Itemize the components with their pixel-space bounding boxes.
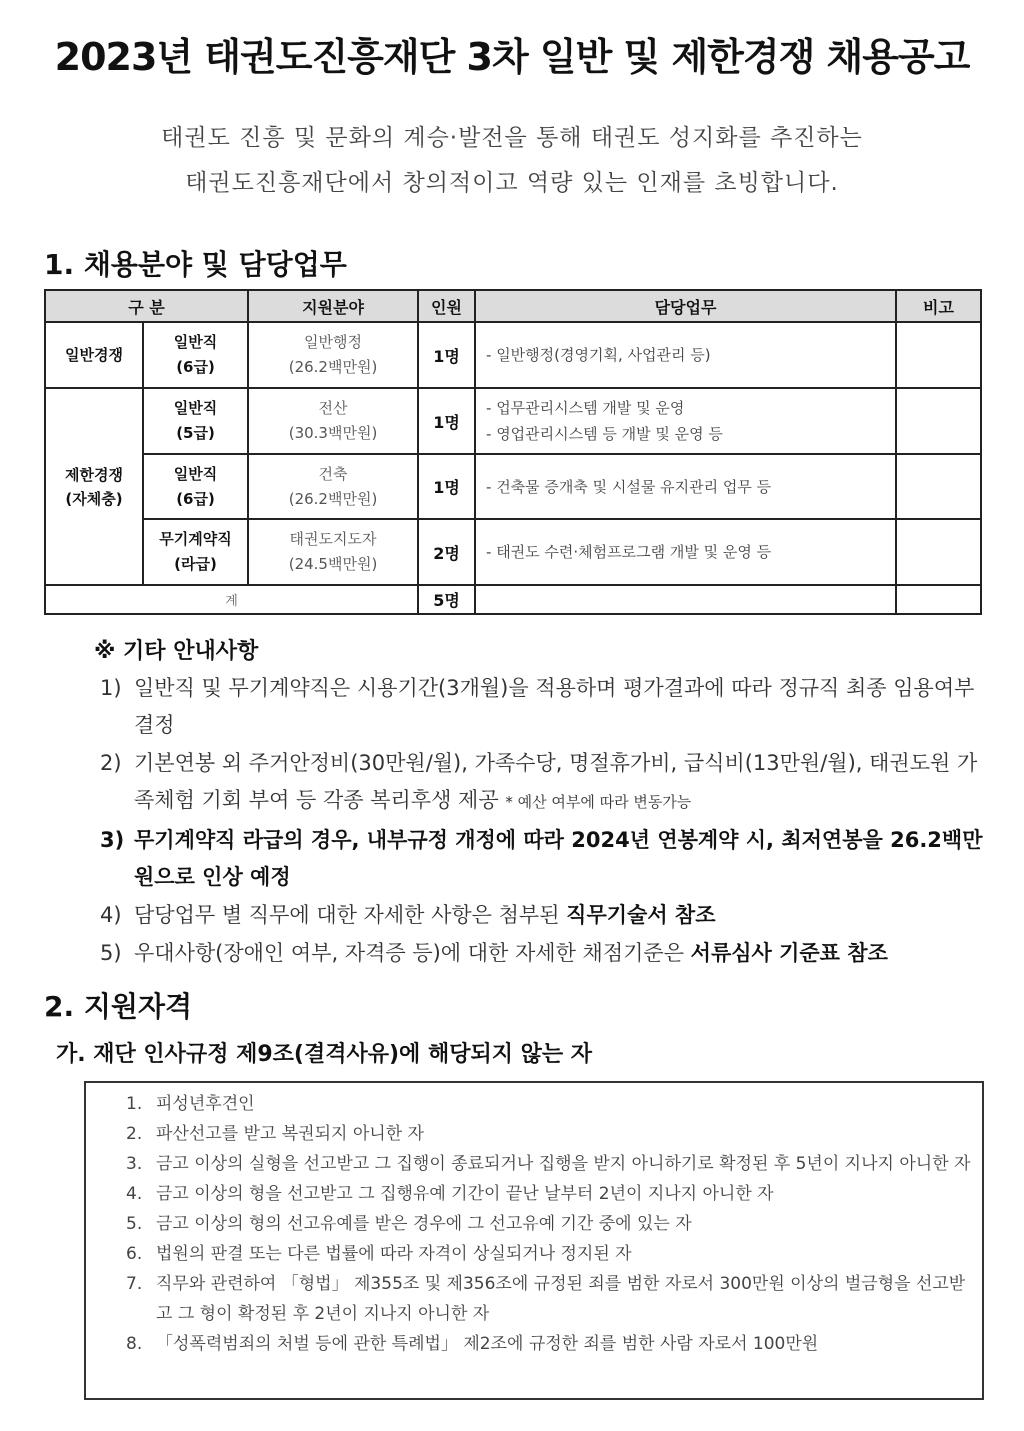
header-note: 비고 (896, 290, 981, 322)
list-item (100, 670, 984, 744)
note-text: 우대사항(장애인 여부, 자격증 등)에 대한 자세한 채점기준은 (134, 941, 691, 965)
item-text: 파산선고를 받고 복권되지 아니한 자 (156, 1124, 424, 1144)
page-title: 2023년 태권도진흥재단 3차 일반 및 제한경쟁 채용공고 (54, 35, 970, 79)
field-cell: 건축 (26.2백만원) (248, 454, 418, 519)
note-number: 2) (100, 751, 122, 775)
intro-line-1: 태권도 진흥 및 문화의 계승·발전을 통해 태권도 성지화를 추진하는 (161, 125, 863, 151)
duty-cell: - 태권도 수련·체험프로그램 개발 및 운영 등 (475, 519, 896, 585)
header-count: 인원 (418, 290, 475, 322)
note-number: 4) (100, 903, 122, 927)
list-item (100, 822, 984, 896)
table-header-row (45, 290, 981, 322)
group-restricted: 제한경쟁 (자체충) (45, 388, 143, 585)
item-text: 금고 이상의 실형을 선고받고 그 집행이 종료되거나 집행을 받지 아니하기로 확정된 후 5년이 지나지 아니한 자 (156, 1154, 971, 1174)
item-text: 법원의 판결 또는 다른 법률에 따라 자격이 상실되거나 정지된 자 (156, 1244, 632, 1264)
intro-text (0, 116, 1024, 206)
header-division: 구 분 (45, 290, 248, 322)
subsection-heading: 가. 재단 인사규정 제9조(결격사유)에 해당되지 않는 자 (56, 1042, 593, 1067)
list-item (100, 935, 984, 972)
disqualification-box (84, 1081, 984, 1400)
list-item (126, 1149, 972, 1179)
item-number: 7. (126, 1274, 143, 1294)
list-item (126, 1089, 972, 1119)
item-text: 금고 이상의 형의 선고유예를 받은 경우에 그 선고유예 기간 중에 있는 자 (156, 1214, 692, 1234)
intro-line-2: 태권도진흥재단에서 창의적이고 역량 있는 인재를 초빙합니다. (185, 170, 839, 196)
note-bold-text: 서류심사 기준표 참조 (690, 941, 888, 965)
header-duty: 담당업무 (475, 290, 896, 322)
total-count: 5명 (418, 585, 475, 614)
note-text: 기본연봉 외 주거안정비(30만원/월), 가족수당, 명절휴가비, 급식비(13만원/월), 태권도원 가족체험 기회 부여 등 각종 복리후생 제공 (134, 751, 978, 812)
field-cell: 태권도지도자 (24.5백만원) (248, 519, 418, 585)
notes-list (100, 670, 984, 973)
list-item (126, 1269, 972, 1329)
header-field: 지원분야 (248, 290, 418, 322)
table-total-row (45, 585, 981, 614)
total-note-empty (896, 585, 981, 614)
note-text: 일반직 및 무기계약직은 시용기간(3개월)을 적용하며 평가결과에 따라 정규직 최종 임용여부 결정 (134, 676, 975, 737)
item-number: 8. (126, 1334, 143, 1354)
note-cell (896, 519, 981, 585)
note-cell (896, 388, 981, 454)
duty-cell: - 일반행정(경영기획, 사업관리 등) (475, 322, 896, 388)
table-row (45, 322, 981, 388)
item-text: 피성년후견인 (156, 1094, 255, 1114)
list-item (126, 1329, 972, 1359)
grade-cell: 일반직 (6급) (143, 322, 248, 388)
duty-cell: - 건축물 증개축 및 시설물 유지관리 업무 등 (475, 454, 896, 519)
duty-cell: - 업무관리시스템 개발 및 운영 - 영업관리시스템 등 개발 및 운영 등 (475, 388, 896, 454)
field-cell: 일반행정 (26.2백만원) (248, 322, 418, 388)
table-row (45, 519, 981, 585)
item-text: 직무와 관련하여 「형법」 제355조 및 제356조에 규정된 죄를 범한 자로서 300만원 이상의 벌금형을 선고받고 그 형이 확정된 후 2년이 지나지 아니한 자 (156, 1274, 966, 1324)
note-cell (896, 454, 981, 519)
count-cell: 1명 (418, 454, 475, 519)
grade-cell: 일반직 (6급) (143, 454, 248, 519)
list-item (100, 745, 984, 821)
item-number: 3. (126, 1154, 143, 1174)
field-cell: 전산 (30.3백만원) (248, 388, 418, 454)
list-item (126, 1119, 972, 1149)
item-text: 「성폭력범죄의 처벌 등에 관한 특례법」 제2조에 규정한 죄를 범한 사람 자로서 100만원 (156, 1334, 819, 1354)
grade-cell: 무기계약직 (라급) (143, 519, 248, 585)
note-number: 3) (100, 828, 125, 852)
notes-title: ※ 기타 안내사항 (94, 639, 259, 664)
section-heading-qualifications: 2. 지원자격 (44, 990, 193, 1023)
note-bold-text: 직무기술서 참조 (566, 903, 716, 927)
note-text: 무기계약직 라급의 경우, 내부규정 개정에 따라 2024년 연봉계약 시, 최저연봉을 26.2백만원으로 인상 예정 (134, 828, 983, 889)
grade-cell: 일반직 (5급) (143, 388, 248, 454)
total-label: 계 (45, 585, 418, 614)
note-small-text: * 예산 여부에 따라 변동가능 (505, 793, 692, 811)
list-item (126, 1209, 972, 1239)
item-number: 2. (126, 1124, 143, 1144)
list-item (100, 897, 984, 934)
count-cell: 1명 (418, 388, 475, 454)
disqualification-list (86, 1083, 982, 1359)
note-number: 1) (100, 676, 122, 700)
count-cell: 1명 (418, 322, 475, 388)
section-heading-positions: 1. 채용분야 및 담당업무 (44, 248, 347, 281)
note-text: 담당업무 별 직무에 대한 자세한 사항은 첨부된 (134, 903, 567, 927)
item-number: 4. (126, 1184, 143, 1204)
item-number: 5. (126, 1214, 143, 1234)
table-row (45, 454, 981, 519)
group-general: 일반경쟁 (45, 322, 143, 388)
total-duty-empty (475, 585, 896, 614)
item-text: 금고 이상의 형을 선고받고 그 집행유예 기간이 끝난 날부터 2년이 지나지 아니한 자 (156, 1184, 774, 1204)
item-number: 6. (126, 1244, 143, 1264)
positions-table (44, 289, 982, 615)
count-cell: 2명 (418, 519, 475, 585)
table-row (45, 388, 981, 454)
item-number: 1. (126, 1094, 143, 1114)
list-item (126, 1239, 972, 1269)
note-cell (896, 322, 981, 388)
list-item (126, 1179, 972, 1209)
note-number: 5) (100, 941, 122, 965)
